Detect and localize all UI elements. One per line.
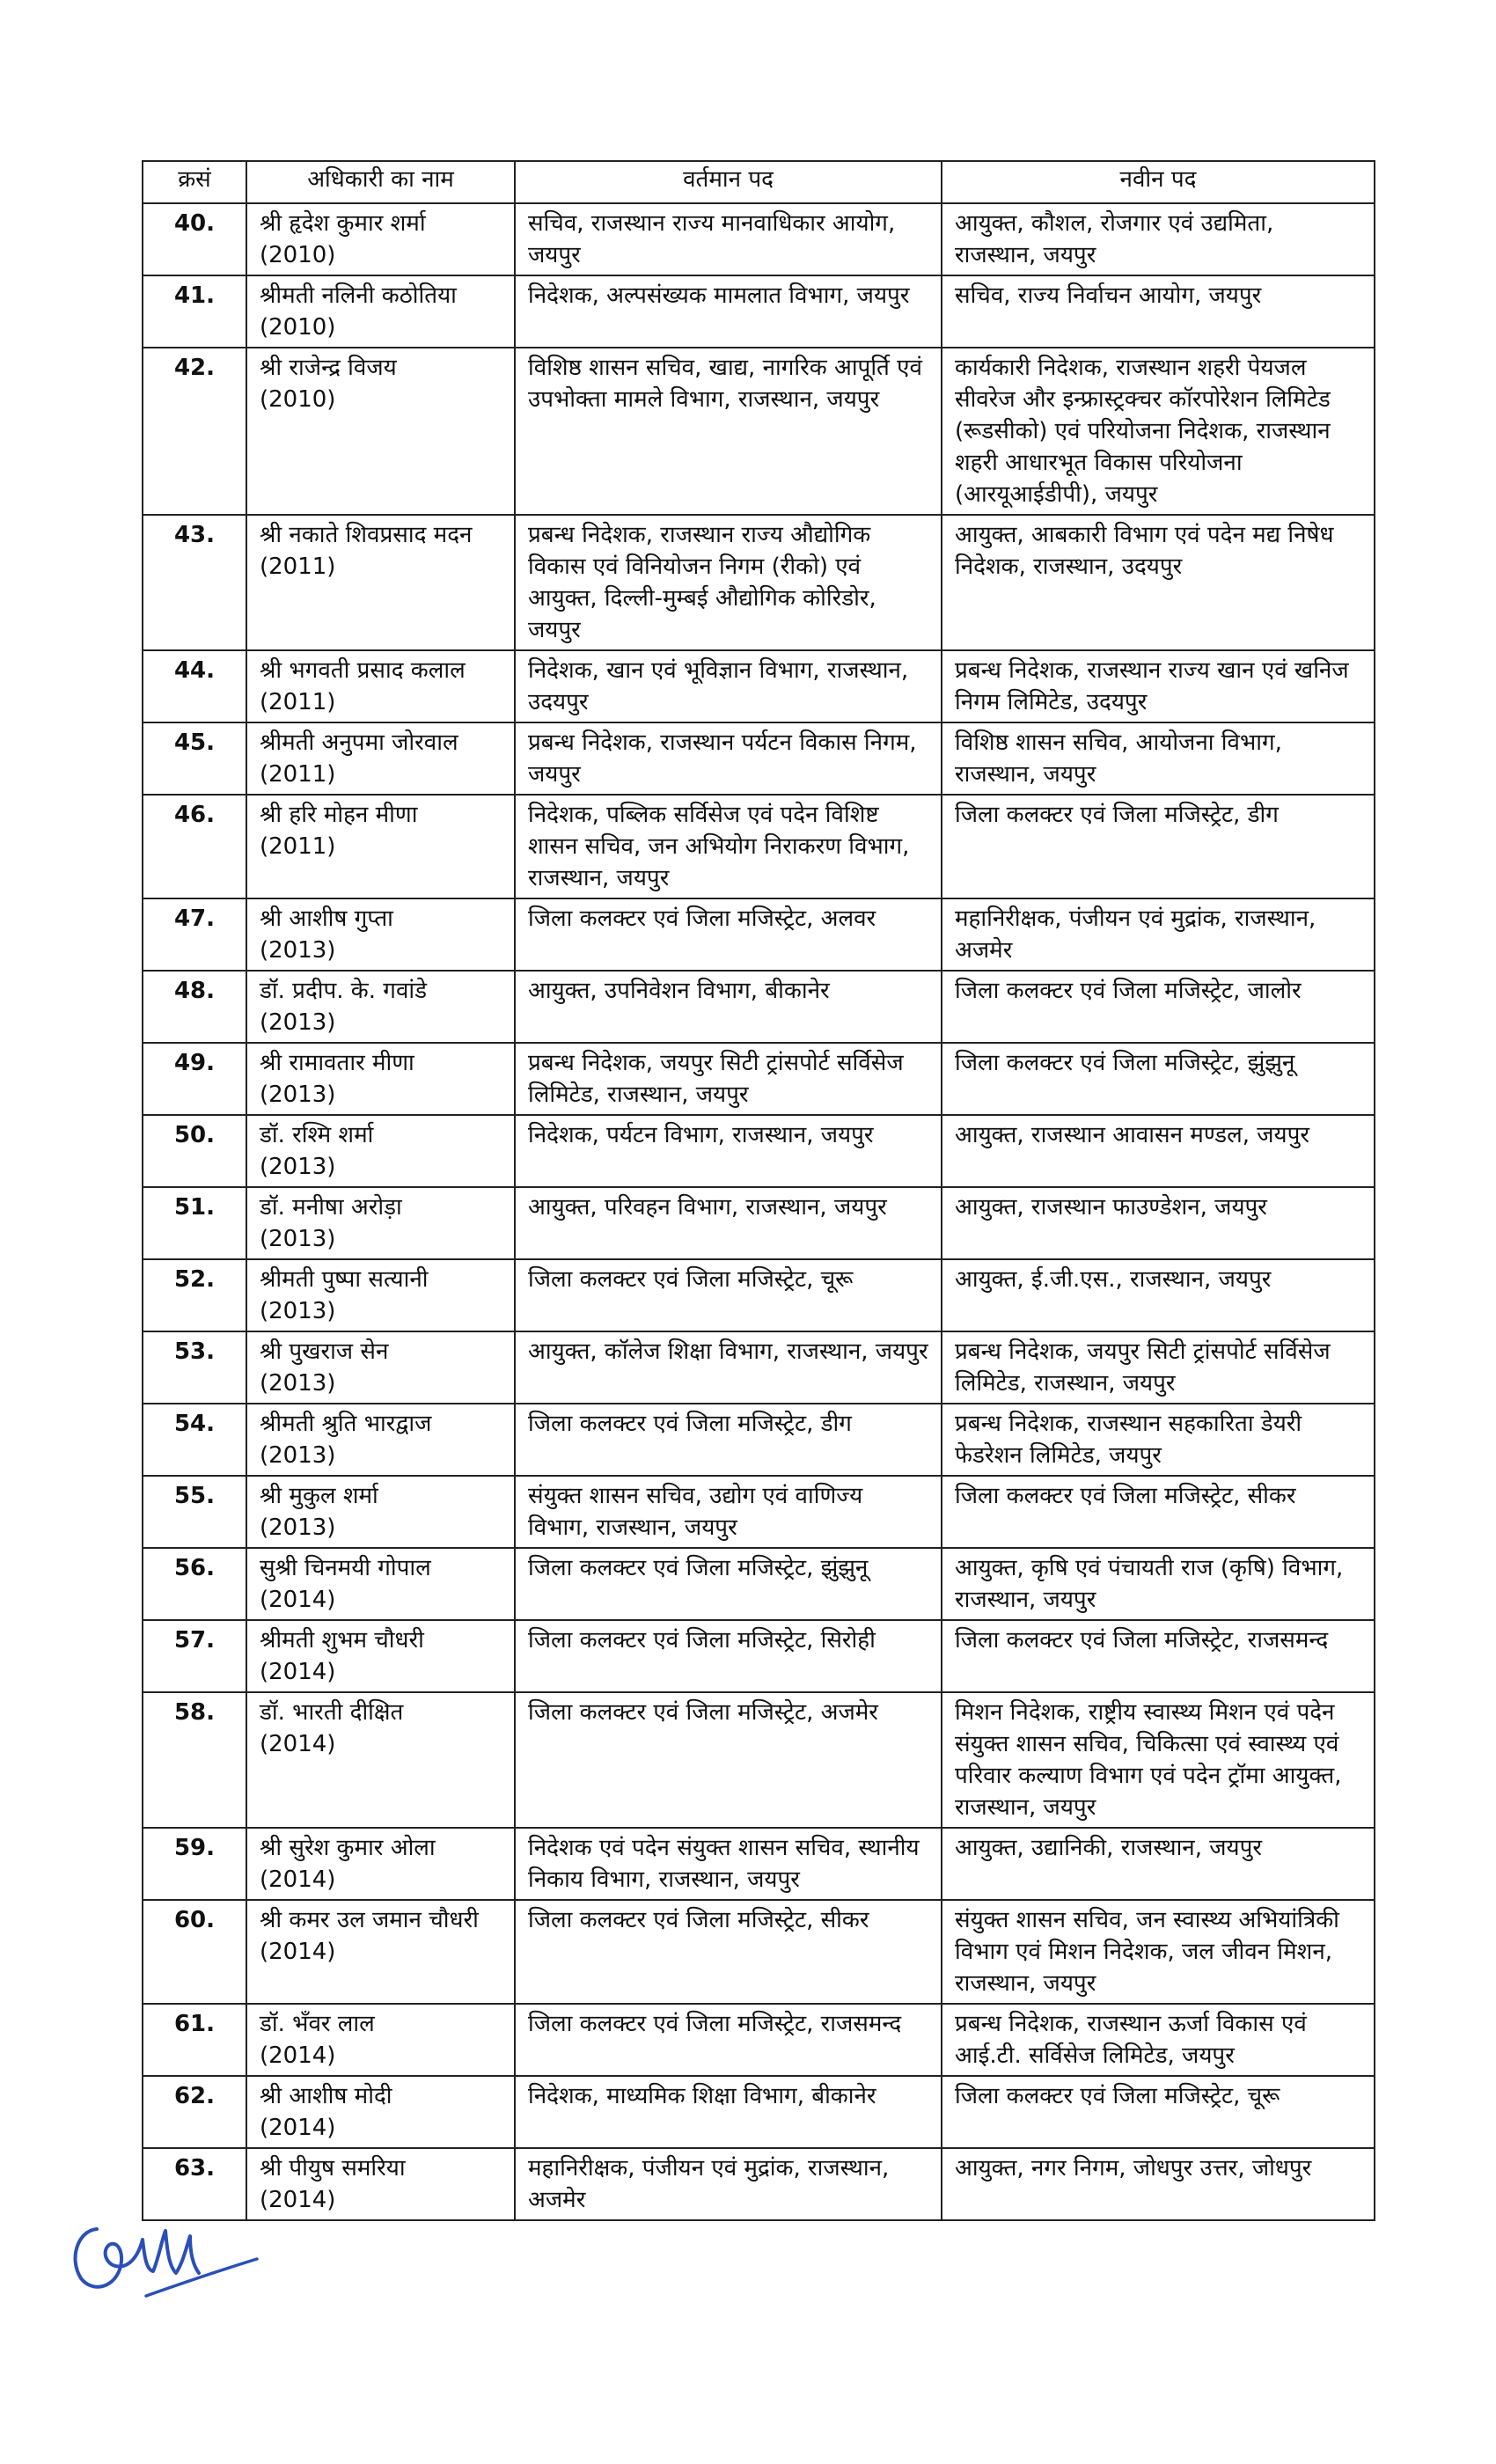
table-row — [143, 203, 1375, 275]
officer-cell — [246, 1900, 515, 2004]
officer-name: श्री पीयुष समरिया — [260, 2155, 406, 2182]
batch-year: (2014) — [260, 1587, 336, 1613]
new-post: प्रबन्ध निदेशक, राजस्थान सहकारिता डेयरी फेडरेशन लिमिटेड, जयपुर — [942, 1404, 1375, 1476]
serial-number: 51. — [143, 1187, 246, 1259]
officer-cell — [246, 275, 515, 348]
new-post: आयुक्त, नगर निगम, जोधपुर उत्तर, जोधपुर — [942, 2148, 1375, 2220]
officer-name: श्री नकाते शिवप्रसाद मदन — [260, 522, 473, 548]
serial-number: 44. — [143, 650, 246, 722]
new-post: सचिव, राज्य निर्वाचन आयोग, जयपुर — [942, 275, 1375, 348]
officer-name: श्रीमती पुष्पा सत्यानी — [260, 1266, 429, 1293]
officer-name: श्री कमर उल जमान चौधरी — [260, 1907, 479, 1933]
officer-cell — [246, 1620, 515, 1692]
officer-cell — [246, 2076, 515, 2148]
officer-cell — [246, 650, 515, 722]
batch-year: (2010) — [260, 314, 336, 341]
current-post: जिला कलक्टर एवं जिला मजिस्ट्रेट, राजसमन्द — [515, 2004, 942, 2076]
table-row — [143, 2076, 1375, 2148]
batch-year: (2014) — [260, 1731, 336, 1757]
officer-name: सुश्री चिनमयी गोपाल — [260, 1555, 431, 1581]
new-post: कार्यकारी निदेशक, राजस्थान शहरी पेयजल सीवरेज और इन्फ्रास्ट्रक्चर कॉरपोरेशन लिमिटेड (रूडसीको) एवं परियोजना निदेशक, राजस्थान शहरी आधारभूत विकास परियोजना (आरयूआईडीपी), जयपुर — [942, 348, 1375, 515]
table-row — [143, 722, 1375, 795]
new-post: संयुक्त शासन सचिव, जन स्वास्थ्य अभियांत्रिकी विभाग एवं मिशन निदेशक, जल जीवन मिशन, राजस्थान, जयपुर — [942, 1900, 1375, 2004]
batch-year: (2014) — [260, 2115, 336, 2141]
transfer-list-table — [142, 160, 1375, 2221]
table-row — [143, 1259, 1375, 1331]
officer-name: श्री मुकुल शर्मा — [260, 1483, 378, 1509]
serial-number: 46. — [143, 795, 246, 898]
batch-year: (2011) — [260, 689, 336, 715]
header-serial: क्रसं — [143, 161, 246, 203]
new-post: आयुक्त, कौशल, रोजगार एवं उद्यमिता, राजस्थान, जयपुर — [942, 203, 1375, 275]
header-officer-name: अधिकारी का नाम — [246, 161, 515, 203]
new-post: आयुक्त, राजस्थान आवासन मण्डल, जयपुर — [942, 1115, 1375, 1187]
new-post: आयुक्त, उद्यानिकी, राजस्थान, जयपुर — [942, 1828, 1375, 1900]
serial-number: 55. — [143, 1476, 246, 1548]
table-row — [143, 971, 1375, 1043]
officer-name: श्रीमती श्रुति भारद्वाज — [260, 1411, 432, 1437]
table-row — [143, 1828, 1375, 1900]
officer-cell — [246, 2004, 515, 2076]
current-post: प्रबन्ध निदेशक, जयपुर सिटी ट्रांसपोर्ट सर्विसेज लिमिटेड, राजस्थान, जयपुर — [515, 1043, 942, 1115]
table-header-row — [143, 161, 1375, 203]
current-post: निदेशक, खान एवं भूविज्ञान विभाग, राजस्थान, उदयपुर — [515, 650, 942, 722]
batch-year: (2013) — [260, 1226, 336, 1252]
officer-name: श्री भगवती प्रसाद कलाल — [260, 657, 466, 684]
officer-cell — [246, 1476, 515, 1548]
new-post: आयुक्त, आबकारी विभाग एवं पदेन मद्य निषेध निदेशक, राजस्थान, उदयपुर — [942, 515, 1375, 650]
new-post: आयुक्त, राजस्थान फाउण्डेशन, जयपुर — [942, 1187, 1375, 1259]
current-post: विशिष्ठ शासन सचिव, खाद्य, नागरिक आपूर्ति एवं उपभोक्ता मामले विभाग, राजस्थान, जयपुर — [515, 348, 942, 515]
table-row — [143, 898, 1375, 971]
batch-year: (2013) — [260, 1009, 336, 1036]
serial-number: 58. — [143, 1692, 246, 1828]
table-row — [143, 2148, 1375, 2220]
current-post: निदेशक, पब्लिक सर्विसेज एवं पदेन विशिष्ट शासन सचिव, जन अभियोग निराकरण विभाग, राजस्थान, जयपुर — [515, 795, 942, 898]
officer-cell — [246, 1115, 515, 1187]
batch-year: (2011) — [260, 833, 336, 860]
serial-number: 57. — [143, 1620, 246, 1692]
officer-cell — [246, 1548, 515, 1620]
table-row — [143, 1331, 1375, 1404]
officer-cell — [246, 1331, 515, 1404]
current-post: निदेशक, पर्यटन विभाग, राजस्थान, जयपुर — [515, 1115, 942, 1187]
officer-name: श्री सुरेश कुमार ओला — [260, 1835, 436, 1861]
serial-number: 42. — [143, 348, 246, 515]
current-post: निदेशक, माध्यमिक शिक्षा विभाग, बीकानेर — [515, 2076, 942, 2148]
officer-cell — [246, 1692, 515, 1828]
batch-year: (2011) — [260, 761, 336, 788]
officer-name: श्रीमती नलिनी कठोतिया — [260, 282, 457, 309]
current-post: आयुक्त, परिवहन विभाग, राजस्थान, जयपुर — [515, 1187, 942, 1259]
batch-year: (2010) — [260, 242, 336, 268]
current-post: प्रबन्ध निदेशक, राजस्थान पर्यटन विकास निगम, जयपुर — [515, 722, 942, 795]
new-post: आयुक्त, कृषि एवं पंचायती राज (कृषि) विभाग, राजस्थान, जयपुर — [942, 1548, 1375, 1620]
current-post: आयुक्त, उपनिवेशन विभाग, बीकानेर — [515, 971, 942, 1043]
serial-number: 56. — [143, 1548, 246, 1620]
new-post: मिशन निदेशक, राष्ट्रीय स्वास्थ्य मिशन एवं पदेन संयुक्त शासन सचिव, चिकित्सा एवं स्वास्थ्य एवं परिवार कल्याण विभाग एवं पदेन ट्रॉमा आयुक्त, राजस्थान, जयपुर — [942, 1692, 1375, 1828]
new-post: प्रबन्ध निदेशक, राजस्थान राज्य खान एवं खनिज निगम लिमिटेड, उदयपुर — [942, 650, 1375, 722]
new-post: विशिष्ठ शासन सचिव, आयोजना विभाग, राजस्थान, जयपुर — [942, 722, 1375, 795]
batch-year: (2014) — [260, 2187, 336, 2213]
batch-year: (2010) — [260, 386, 336, 413]
officer-cell — [246, 971, 515, 1043]
current-post: निदेशक, अल्पसंख्यक मामलात विभाग, जयपुर — [515, 275, 942, 348]
serial-number: 60. — [143, 1900, 246, 2004]
table-row — [143, 2004, 1375, 2076]
officer-name: श्री हृदेश कुमार शर्मा — [260, 210, 426, 237]
serial-number: 40. — [143, 203, 246, 275]
officer-name: श्री हरि मोहन मीणा — [260, 802, 418, 828]
batch-year: (2011) — [260, 554, 336, 580]
serial-number: 45. — [143, 722, 246, 795]
officer-name: श्री रामावतार मीणा — [260, 1050, 414, 1076]
table-row — [143, 1692, 1375, 1828]
batch-year: (2013) — [260, 1154, 336, 1180]
serial-number: 47. — [143, 898, 246, 971]
table-row — [143, 515, 1375, 650]
new-post: जिला कलक्टर एवं जिला मजिस्ट्रेट, राजसमन्द — [942, 1620, 1375, 1692]
serial-number: 63. — [143, 2148, 246, 2220]
serial-number: 61. — [143, 2004, 246, 2076]
table-row — [143, 1548, 1375, 1620]
current-post: जिला कलक्टर एवं जिला मजिस्ट्रेट, झुंझुनू — [515, 1548, 942, 1620]
serial-number: 53. — [143, 1331, 246, 1404]
table-row — [143, 1115, 1375, 1187]
table-row — [143, 1043, 1375, 1115]
officer-name: श्रीमती शुभम चौधरी — [260, 1627, 424, 1654]
batch-year: (2014) — [260, 1939, 336, 1965]
current-post: जिला कलक्टर एवं जिला मजिस्ट्रेट, सीकर — [515, 1900, 942, 2004]
officer-cell — [246, 348, 515, 515]
batch-year: (2013) — [260, 1442, 336, 1469]
table-row — [143, 275, 1375, 348]
current-post: निदेशक एवं पदेन संयुक्त शासन सचिव, स्थानीय निकाय विभाग, राजस्थान, जयपुर — [515, 1828, 942, 1900]
officer-name: श्री राजेन्द्र विजय — [260, 355, 397, 381]
officer-cell — [246, 722, 515, 795]
new-post: महानिरीक्षक, पंजीयन एवं मुद्रांक, राजस्थान, अजमेर — [942, 898, 1375, 971]
table-row — [143, 348, 1375, 515]
officer-cell — [246, 2148, 515, 2220]
serial-number: 54. — [143, 1404, 246, 1476]
officer-name: श्रीमती अनुपमा जोरवाल — [260, 730, 458, 756]
table-row — [143, 1476, 1375, 1548]
officer-cell — [246, 203, 515, 275]
new-post: आयुक्त, ई.जी.एस., राजस्थान, जयपुर — [942, 1259, 1375, 1331]
table-row — [143, 1187, 1375, 1259]
current-post: जिला कलक्टर एवं जिला मजिस्ट्रेट, डीग — [515, 1404, 942, 1476]
batch-year: (2013) — [260, 1298, 336, 1324]
serial-number: 50. — [143, 1115, 246, 1187]
current-post: संयुक्त शासन सचिव, उद्योग एवं वाणिज्य विभाग, राजस्थान, जयपुर — [515, 1476, 942, 1548]
current-post: सचिव, राजस्थान राज्य मानवाधिकार आयोग, जयपुर — [515, 203, 942, 275]
officer-name: डॉ. रश्मि शर्मा — [260, 1122, 374, 1148]
officer-cell — [246, 1187, 515, 1259]
officer-name: डॉ. मनीषा अरोड़ा — [260, 1194, 402, 1221]
new-post: जिला कलक्टर एवं जिला मजिस्ट्रेट, चूरू — [942, 2076, 1375, 2148]
officer-cell — [246, 1259, 515, 1331]
officer-cell — [246, 515, 515, 650]
table-row — [143, 1620, 1375, 1692]
current-post: जिला कलक्टर एवं जिला मजिस्ट्रेट, अजमेर — [515, 1692, 942, 1828]
current-post: जिला कलक्टर एवं जिला मजिस्ट्रेट, सिरोही — [515, 1620, 942, 1692]
batch-year: (2013) — [260, 937, 336, 964]
current-post: महानिरीक्षक, पंजीयन एवं मुद्रांक, राजस्थान, अजमेर — [515, 2148, 942, 2220]
serial-number: 59. — [143, 1828, 246, 1900]
serial-number: 62. — [143, 2076, 246, 2148]
table-row — [143, 650, 1375, 722]
current-post: जिला कलक्टर एवं जिला मजिस्ट्रेट, चूरू — [515, 1259, 942, 1331]
batch-year: (2014) — [260, 2042, 336, 2069]
current-post: प्रबन्ध निदेशक, राजस्थान राज्य औद्योगिक विकास एवं विनियोजन निगम (रीको) एवं आयुक्त, दिल्ली-मुम्बई औद्योगिक कोरिडोर, जयपुर — [515, 515, 942, 650]
serial-number: 43. — [143, 515, 246, 650]
table-row — [143, 1900, 1375, 2004]
new-post: जिला कलक्टर एवं जिला मजिस्ट्रेट, सीकर — [942, 1476, 1375, 1548]
header-current-post: वर्तमान पद — [515, 161, 942, 203]
current-post: जिला कलक्टर एवं जिला मजिस्ट्रेट, अलवर — [515, 898, 942, 971]
officer-name: श्री आशीष गुप्ता — [260, 906, 393, 932]
batch-year: (2013) — [260, 1370, 336, 1397]
new-post: जिला कलक्टर एवं जिला मजिस्ट्रेट, झुंझुनू — [942, 1043, 1375, 1115]
current-post: आयुक्त, कॉलेज शिक्षा विभाग, राजस्थान, जयपुर — [515, 1331, 942, 1404]
table-row — [143, 795, 1375, 898]
officer-name: श्री आशीष मोदी — [260, 2083, 392, 2109]
signature-mark — [62, 2204, 264, 2301]
batch-year: (2014) — [260, 1659, 336, 1685]
officer-name: डॉ. भारती दीक्षित — [260, 1699, 404, 1726]
serial-number: 48. — [143, 971, 246, 1043]
table-body — [143, 203, 1375, 2220]
officer-name: डॉ. प्रदीप. के. गवांडे — [260, 978, 428, 1004]
serial-number: 41. — [143, 275, 246, 348]
officer-cell — [246, 795, 515, 898]
new-post: प्रबन्ध निदेशक, जयपुर सिटी ट्रांसपोर्ट सर्विसेज लिमिटेड, राजस्थान, जयपुर — [942, 1331, 1375, 1404]
new-post: जिला कलक्टर एवं जिला मजिस्ट्रेट, डीग — [942, 795, 1375, 898]
header-new-post: नवीन पद — [942, 161, 1375, 203]
officer-cell — [246, 1828, 515, 1900]
serial-number: 49. — [143, 1043, 246, 1115]
table-row — [143, 1404, 1375, 1476]
officer-name: श्री पुखराज सेन — [260, 1338, 389, 1365]
transfer-list-table-wrapper — [142, 160, 1374, 2221]
batch-year: (2014) — [260, 1866, 336, 1893]
batch-year: (2013) — [260, 1082, 336, 1108]
officer-name: डॉ. भँवर लाल — [260, 2011, 375, 2037]
serial-number: 52. — [143, 1259, 246, 1331]
officer-cell — [246, 1404, 515, 1476]
officer-cell — [246, 898, 515, 971]
batch-year: (2013) — [260, 1514, 336, 1541]
new-post: प्रबन्ध निदेशक, राजस्थान ऊर्जा विकास एवं आई.टी. सर्विसेज लिमिटेड, जयपुर — [942, 2004, 1375, 2076]
new-post: जिला कलक्टर एवं जिला मजिस्ट्रेट, जालोर — [942, 971, 1375, 1043]
officer-cell — [246, 1043, 515, 1115]
